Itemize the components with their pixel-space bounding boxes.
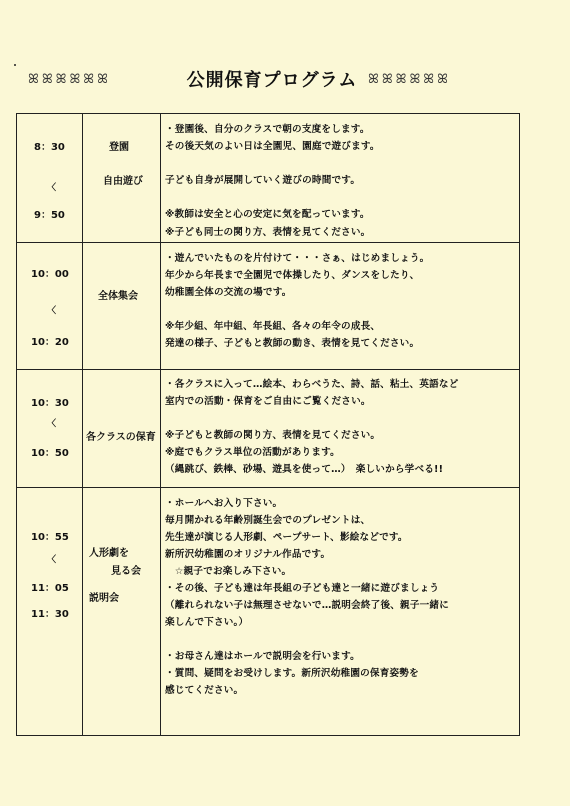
description-line: ☆親子でお楽しみ下さい。 [165, 566, 292, 577]
time-range-mark: 〈 [47, 306, 57, 316]
time-end: 11：30 [31, 609, 69, 620]
activity-cell [83, 243, 161, 370]
description-line: ※庭でもクラス単位の活動があります。 [165, 447, 340, 458]
time-cell [17, 114, 83, 243]
description-line: 先生達が演じる人形劇、ペープサート、影絵などです。 [165, 532, 408, 543]
activity-label: 見る会 [111, 566, 141, 577]
time-end: 10：50 [31, 448, 69, 459]
description-line: ・質問、疑問をお受けします。新所沢幼稚園の保育姿勢を [165, 668, 419, 679]
title-row [0, 66, 570, 96]
description-line: ※子ども同士の関り方、表情を見てください。 [165, 227, 371, 238]
activity-cell [83, 370, 161, 488]
description-line: ・登園後、自分のクラスで朝の支度をします。 [165, 124, 370, 135]
time-cell [17, 488, 83, 736]
description-line: （縄跳び、鉄棒、砂場、遊具を使って…） 楽しいから学べる!! [165, 464, 444, 475]
page-title: 公開保育プログラム [186, 70, 358, 91]
activity-label: 各クラスの保育 [86, 432, 156, 443]
time-range-mark: 〈 [47, 183, 57, 193]
time-start: 10：00 [31, 269, 69, 280]
schedule-row-2 [17, 243, 520, 370]
description-line: ・その後、子ども達は年長組の子ども達と一緒に遊びましょう [165, 583, 440, 594]
activity-cell [83, 114, 161, 243]
activity-label: 全体集会 [98, 291, 138, 302]
description-line: 幼稚園全体の交流の場です。 [165, 287, 292, 298]
activity-cell [83, 488, 161, 736]
schedule-row-4 [17, 488, 520, 736]
description-line: その後天気のよい日は全園児、園庭で遊びます。 [165, 141, 380, 152]
description-cell [161, 488, 520, 736]
schedule-row-3 [17, 370, 520, 488]
description-line: ※年少組、年中組、年長組、各々の年令の成長、 [165, 321, 381, 332]
description-line: ・ホールへお入り下さい。 [165, 498, 283, 509]
time-end: 10：20 [31, 337, 69, 348]
time-range-mark: 〈 [47, 555, 57, 565]
description-line: 新所沢幼稚園のオリジナル作品です。 [165, 549, 331, 560]
description-line: ・遊んでいたものを片付けて・・・さぁ、はじめましょう。 [165, 253, 430, 264]
time-start: 10：55 [31, 532, 69, 543]
time-start: 10：30 [31, 398, 69, 409]
ornament-left-icon: ꕤꕤꕤꕤꕤꕤ [28, 72, 111, 87]
description-line: （離れられない子は無理させないで…説明会終了後、親子一緒に [165, 600, 450, 611]
description-line: 室内での活動・保育をご自由にご覧ください。 [165, 396, 371, 407]
description-line: ・各クラスに入って…絵本、わらべうた、詩、話、粘土、英語など [165, 379, 459, 390]
description-line: ・お母さん達はホールで説明会を行います。 [165, 651, 360, 662]
ornament-right-icon: ꕤꕤꕤꕤꕤꕤ [368, 72, 451, 87]
time-mid: 11：05 [31, 583, 69, 594]
description-line: ※子どもと教師の関り方、表情を見てください。 [165, 430, 381, 441]
description-cell [161, 370, 520, 488]
time-cell [17, 370, 83, 488]
schedule-table [16, 113, 520, 736]
schedule-row-1 [17, 114, 520, 243]
time-cell [17, 243, 83, 370]
time-range-mark: 〈 [47, 419, 57, 429]
activity-label: 自由遊び [103, 176, 143, 187]
description-line: 子ども自身が展開していく遊びの時間です。 [165, 175, 361, 186]
time-start: 8：30 [34, 142, 65, 153]
description-cell [161, 243, 520, 370]
activity-label: 説明会 [89, 593, 119, 604]
description-line: ※教師は安全と心の安定に気を配っています。 [165, 209, 370, 220]
description-line: 発達の様子、子どもと教師の動き、表情を見てください。 [165, 338, 420, 349]
time-end: 9：50 [34, 210, 65, 221]
description-line: 毎月開かれる年齢別誕生会でのプレゼントは、 [165, 515, 371, 526]
activity-label: 人形劇を [89, 548, 129, 559]
description-cell [161, 114, 520, 243]
description-line: 感じてください。 [165, 685, 244, 696]
activity-label: 登園 [109, 142, 129, 153]
description-line: 年少から年長まで全園児で体操したり、ダンスをしたり、 [165, 270, 420, 281]
description-line: 楽しんで下さい。） [165, 617, 249, 628]
